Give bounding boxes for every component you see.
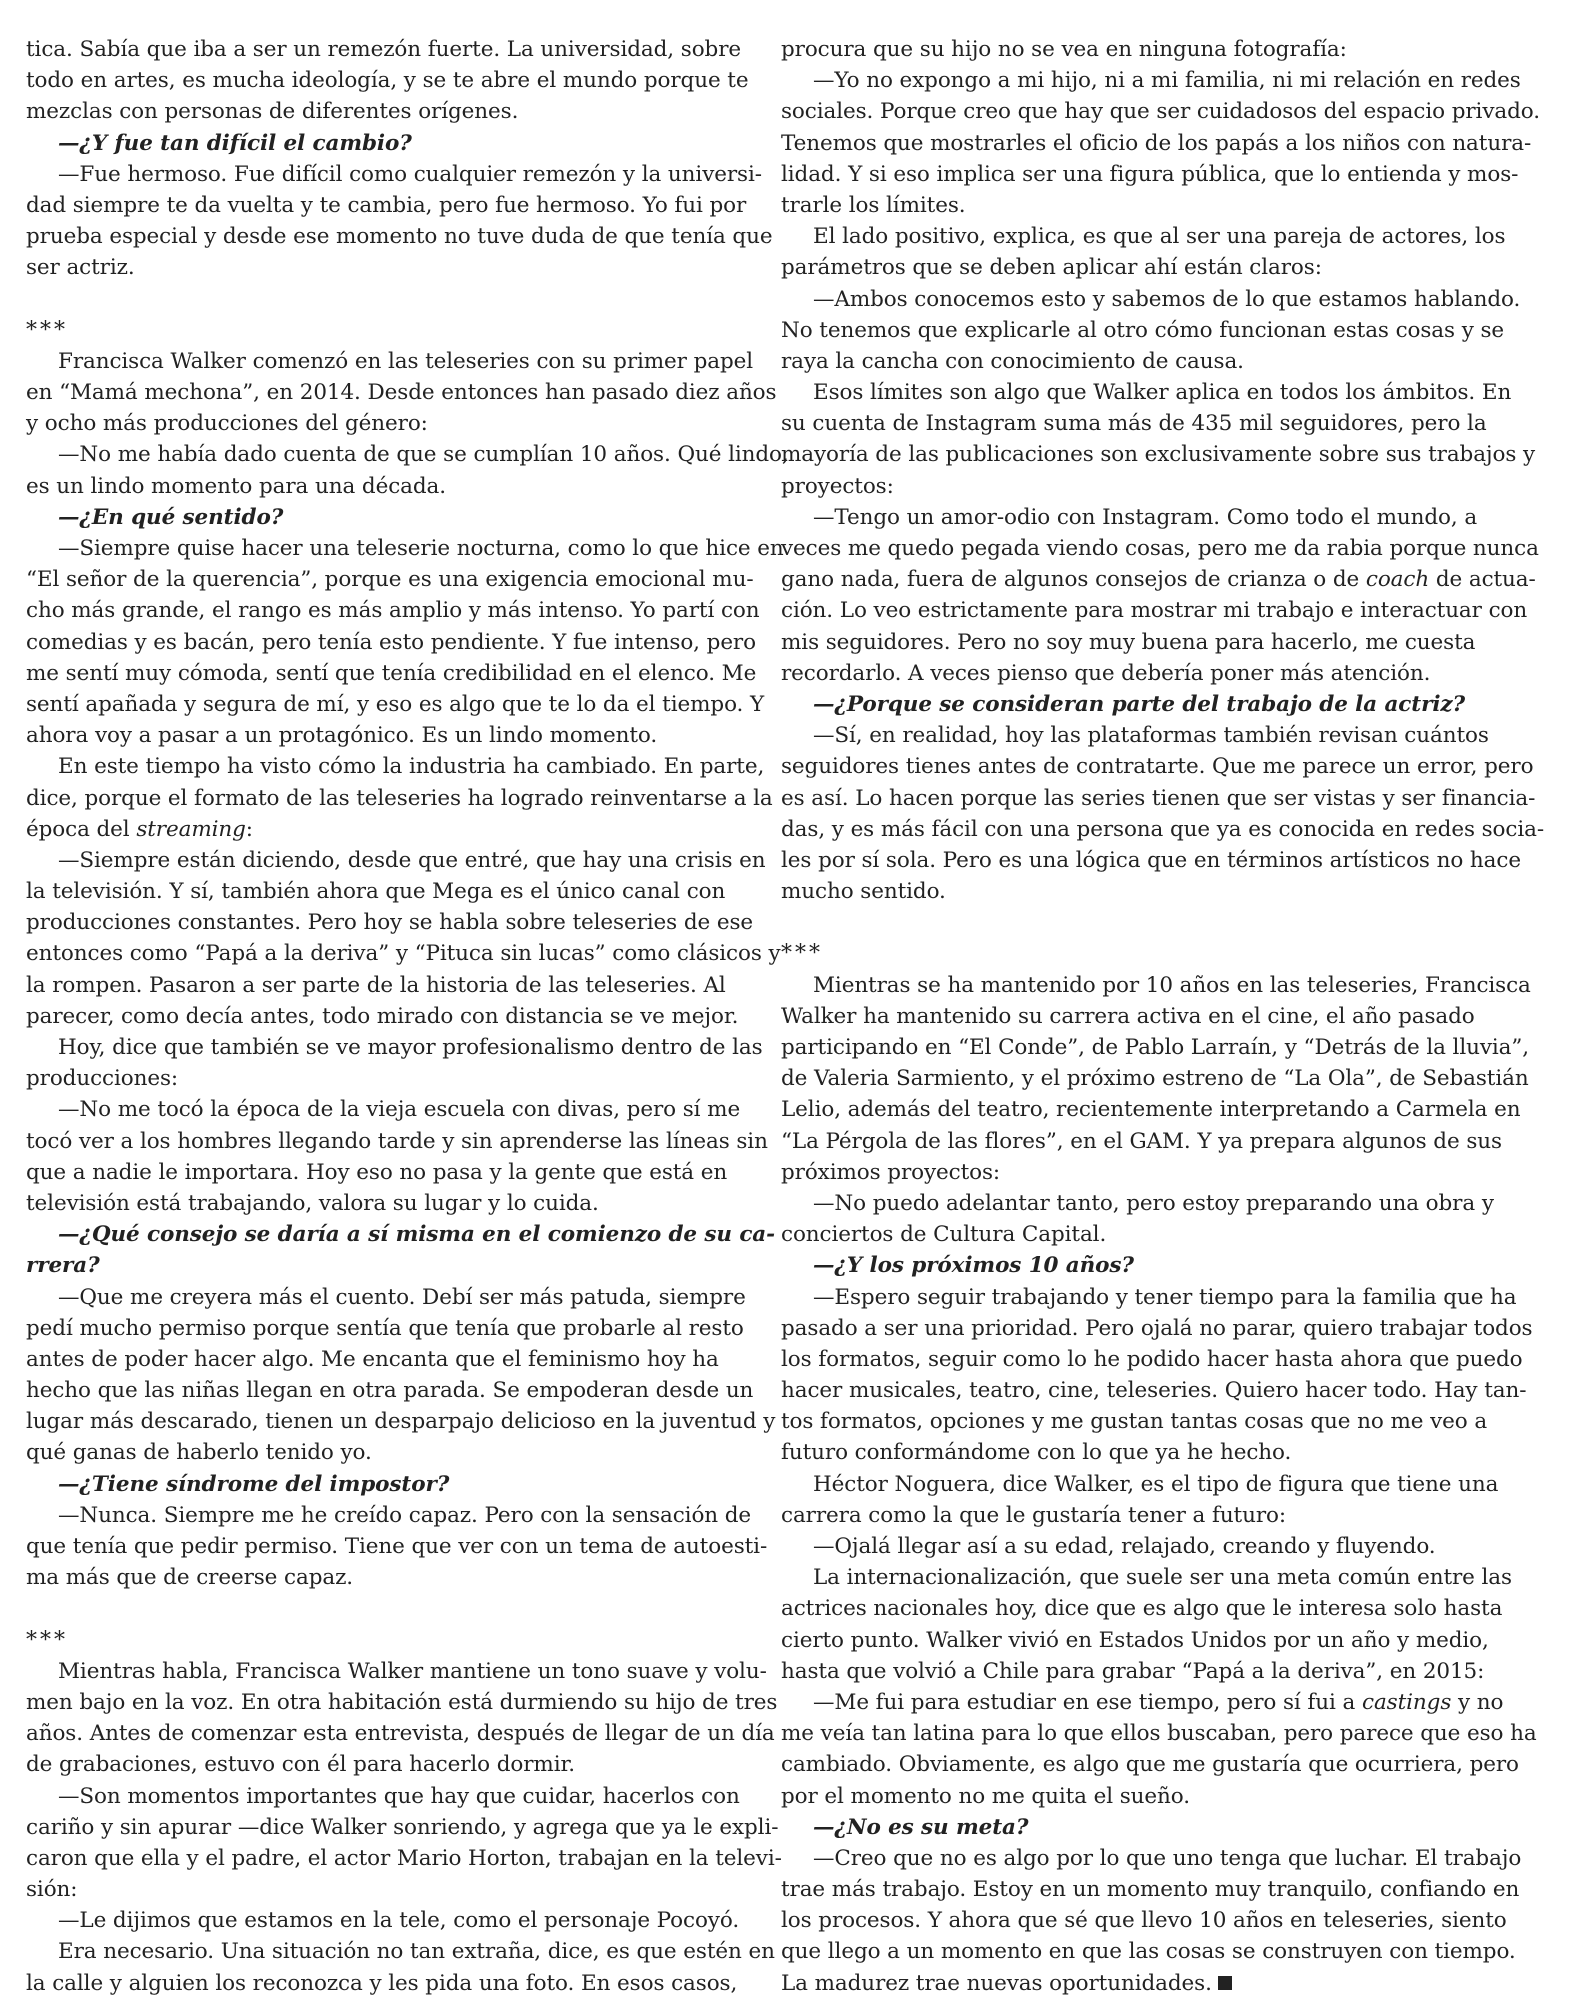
- text-line: [781, 1126, 1502, 1157]
- line-text: conciertos de Cultura Capital.: [781, 1222, 1107, 1248]
- article-end-square-icon: [1218, 1976, 1232, 1990]
- text-line: [26, 159, 762, 190]
- text-line: [781, 1562, 1512, 1593]
- text-line: [26, 1188, 742, 1219]
- text-line: [26, 1562, 742, 1593]
- text-line: [26, 471, 742, 502]
- text-line: [781, 1531, 1497, 1562]
- text-line: [781, 252, 1497, 283]
- text-line: [26, 907, 754, 938]
- line-text: Mientras habla, Francisca Walker mantiene un tono suave y volu-: [58, 1658, 767, 1684]
- text-line: [781, 1094, 1521, 1125]
- text-line: [781, 439, 1536, 470]
- section-gap: [26, 284, 742, 315]
- text-line: [26, 1157, 742, 1188]
- text-line: [781, 1063, 1529, 1094]
- text-line: [26, 658, 757, 689]
- text-line: [26, 1282, 746, 1313]
- line-text: mis seguidores. Pero no soy muy buena para hacerlo, me cuesta: [781, 629, 1476, 655]
- line-text: época del: [26, 816, 137, 842]
- line-text: Francisca Walker comenzó en las teleseries con su primer papel: [58, 348, 754, 374]
- text-line: [781, 627, 1497, 658]
- text-line: [26, 252, 742, 283]
- text-line: [26, 1063, 742, 1094]
- text-line: [781, 1781, 1497, 1812]
- line-text: su cuenta de Instagram suma más de 435 mil seguidores, pero la: [781, 411, 1487, 437]
- line-text-tail: y no: [1451, 1689, 1504, 1715]
- text-line: [26, 34, 742, 65]
- text-line: [26, 408, 742, 439]
- text-line: [781, 1718, 1537, 1749]
- text-line: [26, 1936, 775, 1967]
- line-text: —Son momentos importantes que hay que cuidar, hacerlos con: [58, 1783, 740, 1809]
- line-text: —No me tocó la época de la vieja escuela con divas, pero sí me: [58, 1097, 741, 1123]
- interview-question: [781, 689, 1497, 720]
- line-text: —¿Tiene síndrome del impostor?: [58, 1471, 450, 1497]
- line-text: futuro conformándome con lo que ya he hecho.: [781, 1440, 1292, 1466]
- line-text: pedí mucho permiso porque sentía que tenía que probarle al resto: [26, 1315, 744, 1341]
- section-gap: [781, 907, 1497, 938]
- text-line: [26, 346, 754, 377]
- text-line: [26, 1531, 768, 1562]
- text-line: [781, 751, 1534, 782]
- line-text: que a nadie le importara. Hoy eso no pasa y la gente que está en: [26, 1159, 728, 1185]
- line-text: —Creo que no es algo por lo que uno tenga que luchar. El trabajo: [813, 1845, 1522, 1871]
- line-text: —Nunca. Siempre me he creído capaz. Pero con la sensación de: [58, 1502, 752, 1528]
- text-line: [781, 1469, 1497, 1500]
- italic-term: castings: [1362, 1689, 1452, 1715]
- line-text: actrices nacionales hoy, dice que es algo que le interesa solo hasta: [781, 1596, 1503, 1622]
- line-text: producciones constantes. Pero hoy se habla sobre teleseries de ese: [26, 910, 754, 936]
- text-line: [781, 1188, 1497, 1219]
- line-text: qué ganas de haberlo tenido yo.: [26, 1440, 372, 1466]
- line-text: La madurez trae nuevas oportunidades.: [781, 1970, 1212, 1996]
- interview-question: [781, 1250, 1497, 1281]
- right-column: [781, 34, 1544, 1999]
- text-line: [26, 1687, 778, 1718]
- italic-term: streaming: [136, 816, 246, 842]
- line-text: ahora voy a pasar a un protagónico. Es un lindo momento.: [26, 723, 658, 749]
- line-text: por el momento no me quita el sueño.: [781, 1783, 1190, 1809]
- interview-question: [26, 502, 742, 533]
- line-text: mayoría de las publicaciones son exclusivamente sobre sus trabajos y: [781, 442, 1536, 468]
- line-text: Walker ha mantenido su carrera activa en el cine, el año pasado: [781, 1003, 1475, 1029]
- line-text: Lelio, además del teatro, recientemente interpretando a Carmela en: [781, 1097, 1521, 1123]
- text-line: [781, 221, 1506, 252]
- text-line: [26, 96, 742, 127]
- line-text: que llego a un momento en que las cosas se construyen con tiempo.: [781, 1939, 1516, 1965]
- text-line: [781, 1437, 1497, 1468]
- text-line: [781, 1905, 1507, 1936]
- text-line: [781, 1375, 1527, 1406]
- text-line: [26, 1781, 742, 1812]
- text-line: [781, 128, 1532, 159]
- text-line: [26, 938, 781, 969]
- line-text: —Que me creyera más el cuento. Debí ser más patuda, siempre: [58, 1284, 746, 1310]
- line-text: mucho sentido.: [781, 879, 946, 905]
- line-text: me veía tan latina para lo que ellos buscaban, pero parece que eso ha: [781, 1721, 1537, 1747]
- text-line: [26, 65, 749, 96]
- interview-question: [781, 1812, 1497, 1843]
- text-line: [26, 190, 747, 221]
- line-text: —¿Y fue tan difícil el cambio?: [58, 130, 412, 156]
- line-text: —No me había dado cuenta de que se cumplían 10 años. Qué lindo,: [58, 442, 789, 468]
- line-text: la televisión. Y sí, también ahora que Mega es el único canal con: [26, 879, 726, 905]
- text-line: [26, 564, 754, 595]
- text-line: [26, 595, 760, 626]
- text-line: [781, 1500, 1497, 1531]
- line-text: parámetros que se deben aplicar ahí están claros:: [781, 255, 1322, 281]
- line-text: procura que su hijo no se vea en ninguna fotografía:: [781, 37, 1347, 62]
- text-line: [781, 1625, 1497, 1656]
- text-line: [781, 845, 1521, 876]
- text-line: [26, 1032, 763, 1063]
- line-text: dad siempre te da vuelta y te cambia, pero fue hermoso. Yo fui por: [26, 192, 747, 218]
- text-line: [781, 315, 1505, 346]
- line-text: cierto punto. Walker vivió en Estados Unidos por un año y medio,: [781, 1627, 1489, 1653]
- text-line: [26, 970, 742, 1001]
- line-text: prueba especial y desde ese momento no tuve duda de que tenía que: [26, 224, 773, 250]
- line-text: veces me quedo pegada viendo cosas, pero me da rabia porque nunca: [781, 536, 1539, 561]
- text-line: [781, 65, 1521, 96]
- text-line: [26, 876, 742, 907]
- line-text: —¿No es su meta?: [813, 1814, 1029, 1840]
- text-line: [781, 284, 1521, 315]
- text-line: [781, 1219, 1497, 1250]
- text-line: [26, 627, 756, 658]
- line-text: los formatos, seguir como lo he podido hacer hasta ahora que puedo: [781, 1346, 1523, 1372]
- text-line: [26, 1406, 776, 1437]
- text-line: [781, 1656, 1497, 1687]
- line-text: —Le dijimos que estamos en la tele, como el personaje Pocoyó.: [58, 1908, 740, 1934]
- text-line: [781, 1936, 1516, 1967]
- text-line: [781, 471, 1497, 502]
- section-break: [26, 315, 742, 346]
- text-line: [26, 1874, 742, 1905]
- text-line: [781, 1344, 1523, 1375]
- text-line: [781, 1687, 1504, 1718]
- line-text: parecer, como decía antes, todo mirado con distancia se ve mejor.: [26, 1003, 739, 1029]
- text-line: [781, 783, 1536, 814]
- line-text: tos formatos, opciones y me gustan tantas cosas que no me veo a: [781, 1409, 1488, 1435]
- text-line: [781, 814, 1544, 845]
- line-text: hecho que las niñas llegan en otra parada. Se empoderan desde un: [26, 1378, 754, 1404]
- line-text: cambiado. Obviamente, es algo que me gustaría que ocurriera, pero: [781, 1752, 1519, 1778]
- line-text: la calle y alguien los reconozca y les pida una foto. En esos casos,: [26, 1970, 738, 1996]
- text-line: [26, 751, 765, 782]
- text-line: [781, 34, 1497, 65]
- text-line: [781, 1406, 1497, 1437]
- line-text: —Me fui para estudiar en ese tiempo, pero sí fui a: [813, 1689, 1362, 1715]
- line-text: raya la cancha con conocimiento de causa.: [781, 348, 1244, 374]
- line-text: es así. Lo hacen porque las series tienen que ser vistas y ser financia-: [781, 785, 1536, 811]
- text-line: [781, 96, 1540, 127]
- text-line: [781, 564, 1536, 595]
- line-text: —Yo no expongo a mi hijo, ni a mi familia, ni mi relación en redes: [813, 68, 1521, 94]
- text-line: [781, 1749, 1519, 1780]
- line-text: carrera como la que le gustaría tener a futuro:: [781, 1502, 1287, 1528]
- line-text: —¿Y los próximos 10 años?: [813, 1253, 1134, 1279]
- interview-question: [26, 1250, 742, 1281]
- line-text: ser actriz.: [26, 255, 135, 281]
- line-text: hasta que volvió a Chile para grabar “Papá a la deriva”, en 2015:: [781, 1658, 1485, 1684]
- text-line: [26, 845, 766, 876]
- line-text-tail: de actua-: [1429, 567, 1536, 593]
- text-line: [781, 1313, 1533, 1344]
- interview-question: [26, 1469, 742, 1500]
- line-text: de Valeria Sarmiento, y el próximo estreno de “La Ola”, de Sebastián: [781, 1066, 1529, 1092]
- line-text: participando en “El Conde”, de Pablo Larraín, y “Detrás de la lluvia”,: [781, 1035, 1530, 1060]
- line-text: ***: [26, 317, 68, 343]
- text-line: [781, 595, 1528, 626]
- line-text: —No puedo adelantar tanto, pero estoy preparando una obra y: [813, 1190, 1494, 1216]
- line-text: sentí apañada y segura de mí, y eso es algo que te lo da el tiempo. Y: [26, 691, 765, 717]
- line-text: hacer musicales, teatro, cine, teleseries. Quiero hacer todo. Hay tan-: [781, 1378, 1527, 1404]
- text-line: [26, 689, 765, 720]
- line-text: lugar más descarado, tienen un desparpajo delicioso en la juventud y: [26, 1409, 776, 1435]
- line-text: ma más que de creerse capaz.: [26, 1565, 354, 1591]
- line-text: pasado a ser una prioridad. Pero ojalá no parar, quiero trabajar todos: [781, 1315, 1533, 1341]
- line-text: años. Antes de comenzar esta entrevista, después de llegar de un día: [26, 1721, 775, 1747]
- line-text: —Siempre están diciendo, desde que entré, que hay una crisis en: [58, 847, 766, 873]
- text-line: [781, 1874, 1520, 1905]
- line-text: trarle los límites.: [781, 192, 966, 218]
- line-text: de grabaciones, estuvo con él para hacerlo dormir.: [26, 1752, 576, 1778]
- line-text: Hoy, dice que también se ve mayor profesionalismo dentro de las: [58, 1035, 763, 1060]
- line-text: das, y es más fácil con una persona que ya es conocida en redes socia-: [781, 816, 1544, 842]
- text-line: [26, 221, 773, 252]
- line-text: todo en artes, es mucha ideología, y se te abre el mundo porque te: [26, 68, 749, 94]
- text-line: [26, 1812, 779, 1843]
- text-line: [781, 346, 1497, 377]
- line-text: El lado positivo, explica, es que al ser una pareja de actores, los: [813, 224, 1506, 250]
- text-line: [781, 1282, 1517, 1313]
- text-line: [26, 533, 784, 564]
- line-text: —Ojalá llegar así a su edad, relajado, creando y fluyendo.: [813, 1534, 1436, 1559]
- line-text: la rompen. Pasaron a ser parte de la historia de las teleseries. Al: [26, 972, 726, 998]
- line-text: men bajo en la voz. En otra habitación está durmiendo su hijo de tres: [26, 1689, 778, 1715]
- text-line: [781, 1032, 1530, 1063]
- text-line: [26, 1968, 742, 1999]
- line-text: cho más grande, el rango es más amplio y más intenso. Yo partí con: [26, 598, 760, 624]
- italic-term: coach: [1365, 567, 1430, 593]
- line-text: próximos proyectos:: [781, 1159, 1001, 1185]
- left-column: [26, 34, 789, 1999]
- interview-question: [26, 128, 742, 159]
- text-line: [26, 1437, 742, 1468]
- text-line: [781, 377, 1512, 408]
- line-text: —Siempre quise hacer una teleserie nocturna, como lo que hice en: [58, 536, 784, 561]
- text-line: [781, 876, 1497, 907]
- text-line: [26, 1001, 742, 1032]
- text-line: [26, 720, 742, 751]
- line-text: rrera?: [26, 1253, 100, 1279]
- text-line: [781, 159, 1519, 190]
- line-text: antes de poder hacer algo. Me encanta que el feminismo hoy ha: [26, 1346, 719, 1372]
- line-text: es un lindo momento para una década.: [26, 473, 446, 499]
- line-text: tocó ver a los hombres llegando tarde y sin aprenderse las líneas sin: [26, 1128, 768, 1154]
- text-line: [781, 1593, 1503, 1624]
- section-break: [26, 1625, 742, 1656]
- line-text: La internacionalización, que suele ser una meta común entre las: [813, 1565, 1512, 1591]
- text-line: [781, 1968, 1497, 1999]
- line-text: televisión está trabajando, valora su lugar y lo cuida.: [26, 1190, 599, 1216]
- line-text: sociales. Porque creo que hay que ser cuidadosos del espacio privado.: [781, 99, 1540, 125]
- line-text: ***: [26, 1627, 68, 1653]
- text-line: [781, 658, 1497, 689]
- line-text: ción. Lo veo estrictamente para mostrar mi trabajo e interactuar con: [781, 598, 1528, 624]
- line-text: Mientras se ha mantenido por 10 años en las teleseries, Francisca: [813, 972, 1531, 998]
- text-line: [26, 1843, 782, 1874]
- line-text-tail: :: [245, 816, 253, 842]
- line-text: —Fue hermoso. Fue difícil como cualquier remezón y la universi-: [58, 161, 762, 187]
- text-line: [26, 1749, 742, 1780]
- text-line: [26, 1094, 742, 1125]
- line-text: mezclas con personas de diferentes orígenes.: [26, 99, 519, 125]
- line-text: —Espero seguir trabajando y tener tiempo para la familia que ha: [813, 1284, 1517, 1310]
- line-text: Esos límites son algo que Walker aplica en todos los ámbitos. En: [813, 380, 1512, 406]
- line-text: trae más trabajo. Estoy en un momento muy tranquilo, confiando en: [781, 1877, 1520, 1903]
- text-line: [26, 377, 777, 408]
- line-text: tica. Sabía que iba a ser un remezón fuerte. La universidad, sobre: [26, 37, 742, 62]
- text-line: [781, 190, 1497, 221]
- line-text: sión:: [26, 1877, 78, 1903]
- line-text: les por sí sola. Pero es una lógica que en términos artísticos no hace: [781, 847, 1521, 873]
- line-text: y ocho más producciones del género:: [26, 411, 428, 437]
- line-text: dice, porque el formato de las teleseries ha logrado reinventarse a la: [26, 785, 773, 811]
- line-text: cariño y sin apurar —dice Walker sonriendo, y agrega que ya le expli-: [26, 1814, 779, 1840]
- text-line: [781, 502, 1497, 533]
- line-text: en “Mamá mechona”, en 2014. Desde entonces han pasado diez años: [26, 380, 777, 406]
- text-line: [26, 439, 789, 470]
- text-line: [781, 970, 1531, 1001]
- text-line: [781, 720, 1497, 751]
- text-line: [26, 783, 773, 814]
- line-text: comedias y es bacán, pero tenía esto pendiente. Y fue intenso, pero: [26, 629, 756, 655]
- text-line: [26, 1126, 768, 1157]
- line-text: recordarlo. A veces pienso que debería poner más atención.: [781, 660, 1431, 686]
- line-text: Era necesario. Una situación no tan extraña, dice, es que estén en: [58, 1939, 775, 1965]
- text-line: [781, 408, 1497, 439]
- line-text: “El señor de la querencia”, porque es una exigencia emocional mu-: [26, 567, 754, 593]
- text-line: [26, 1375, 754, 1406]
- line-text: —Tengo un amor-odio con Instagram. Como todo el mundo, a: [813, 504, 1478, 530]
- line-text: seguidores tienes antes de contratarte. Que me parece un error, pero: [781, 754, 1534, 780]
- text-line: [781, 533, 1539, 564]
- line-text: —Ambos conocemos esto y sabemos de lo que estamos hablando.: [813, 286, 1521, 312]
- line-text: No tenemos que explicarle al otro cómo funcionan estas cosas y se: [781, 317, 1505, 343]
- line-text: —¿En qué sentido?: [58, 504, 284, 530]
- text-line: [781, 1843, 1522, 1874]
- text-line: [781, 1157, 1497, 1188]
- text-line: [26, 1500, 752, 1531]
- line-text: entonces como “Papá a la deriva” y “Pituca sin lucas” como clásicos y: [26, 941, 781, 967]
- line-text: los procesos. Y ahora que sé que llevo 10 años en teleseries, siento: [781, 1908, 1507, 1934]
- line-text: producciones:: [26, 1066, 179, 1092]
- text-line: [26, 1313, 742, 1344]
- line-text: me sentí muy cómoda, sentí que tenía credibilidad en el elenco. Me: [26, 660, 757, 686]
- line-text: gano nada, fuera de algunos consejos de crianza o de: [781, 567, 1366, 593]
- section-break: [781, 938, 1497, 969]
- line-text: proyectos:: [781, 473, 894, 499]
- interview-question: [26, 1219, 775, 1250]
- line-text: En este tiempo ha visto cómo la industria ha cambiado. En parte,: [58, 754, 765, 780]
- line-text: lidad. Y si eso implica ser una figura pública, que lo entienda y mos-: [781, 161, 1519, 187]
- line-text: “La Pérgola de las flores”, en el GAM. Y ya prepara algunos de sus: [781, 1128, 1502, 1154]
- line-text: —¿Qué consejo se daría a sí misma en el comienzo de su ca-: [58, 1222, 775, 1248]
- line-text: que tenía que pedir permiso. Tiene que ver con un tema de autoesti-: [26, 1534, 768, 1559]
- text-line: [26, 1344, 742, 1375]
- line-text: —¿Porque se consideran parte del trabajo de la actriz?: [813, 691, 1466, 717]
- text-line: [781, 1001, 1497, 1032]
- section-gap: [26, 1593, 742, 1624]
- text-line: [26, 814, 742, 845]
- line-text: —Sí, en realidad, hoy las plataformas también revisan cuántos: [813, 723, 1489, 749]
- line-text: ***: [781, 941, 823, 967]
- line-text: caron que ella y el padre, el actor Mario Horton, trabajan en la televi-: [26, 1845, 782, 1871]
- text-line: [26, 1718, 775, 1749]
- text-line: [26, 1905, 742, 1936]
- line-text: Tenemos que mostrarles el oficio de los papás a los niños con natura-: [781, 130, 1532, 156]
- text-line: [26, 1656, 767, 1687]
- line-text: Héctor Noguera, dice Walker, es el tipo de figura que tiene una: [813, 1471, 1499, 1497]
